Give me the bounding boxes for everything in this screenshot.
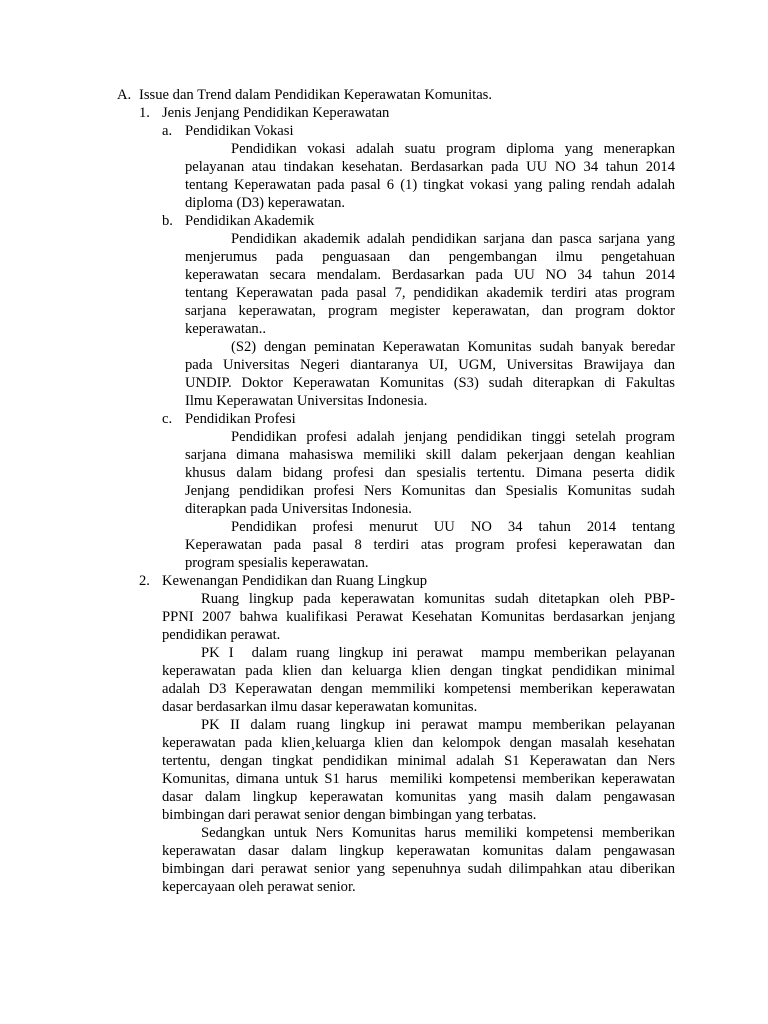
item-2-heading: Kewenangan Pendidikan dan Ruang Lingkup [162, 573, 428, 589]
paragraph-line: Pendidikan akademik adalah pendidikan sarjana dan pasca sarjana yang [231, 231, 675, 247]
sub-b-heading: Pendidikan Akademik [185, 213, 315, 229]
paragraph-line: sarjana keperawatan, program megister keperawatan, dan program doktor [185, 303, 675, 319]
section-a-marker: A. [117, 87, 132, 103]
paragraph-line: keperawatan pada klien dan keluarga klien dengan tingkat pendidikan minimal [162, 663, 675, 679]
paragraph-line: Pendidikan profesi menurut UU NO 34 tahun 2014 tentang [231, 519, 675, 535]
paragraph-line: kepercayaan oleh perawat senior. [162, 879, 356, 895]
paragraph-line: Ilmu Keperawatan Universitas Indonesia. [185, 393, 428, 409]
paragraph-line: pelayanan atau tindakan kesehatan. Berdasarkan pada UU NO 34 tahun 2014 [185, 159, 675, 175]
paragraph-line: diterapkan pada Universitas Indonesia. [185, 501, 412, 517]
item-1-heading: Jenis Jenjang Pendidikan Keperawatan [162, 105, 390, 121]
sub-c-marker: c. [162, 411, 173, 427]
paragraph-line: khusus dalam bidang profesi dan spesialis tertentu. Dimana peserta didik [185, 465, 675, 481]
paragraph-line: PPNI 2007 bahwa kualifikasi Perawat Kesehatan Komunitas berdasarkan jenjang [162, 609, 675, 625]
paragraph-line: keperawatan.. [185, 321, 267, 337]
paragraph-line: Keperawatan pada pasal 8 terdiri atas program profesi keperawatan dan [185, 537, 675, 553]
paragraph-line: program spesialis keperawatan. [185, 555, 369, 571]
paragraph-line: Pendidikan vokasi adalah suatu program diploma yang menerapkan [231, 141, 675, 157]
paragraph-line: PK I dalam ruang lingkup ini perawat mampu memberikan pelayanan [201, 645, 675, 661]
paragraph-line: (S2) dengan peminatan Keperawatan Komunitas sudah banyak beredar [231, 339, 675, 355]
item-2-marker: 2. [139, 573, 150, 589]
paragraph-line: UNDIP. Doktor Keperawatan Komunitas (S3) sudah diterapkan di Fakultas [185, 375, 675, 391]
paragraph-line: tentang Keperawatan pada pasal 6 (1) tingkat vokasi yang paling rendah adalah [185, 177, 675, 193]
sub-a-heading: Pendidikan Vokasi [185, 123, 294, 139]
sub-a-marker: a. [162, 123, 173, 139]
item-1-marker: 1. [139, 105, 150, 121]
paragraph-line: menjerumus pada penguasaan dan pengembangan ilmu pengetahuan [185, 249, 675, 265]
paragraph-line: Komunitas, dimana untuk S1 harus memiliki kompetensi memberikan keperawatan [162, 771, 675, 787]
paragraph-line: dasar berdasarkan ilmu dasar keperawatan komunitas. [162, 699, 478, 715]
paragraph-line: keperawatan secara mendalam. Berdasarkan pada UU NO 34 tahun 2014 [185, 267, 675, 283]
paragraph-line: tentang Keperawatan pada pasal 7, pendidikan akademik terdiri atas program [185, 285, 675, 301]
paragraph-line: adalah D3 Keperawatan dengan memmiliki kompetensi memberikan keperawatan [162, 681, 675, 697]
paragraph-line: PK II dalam ruang lingkup ini perawat mampu memberikan pelayanan [201, 717, 675, 733]
paragraph-line: bimbingan dari perawat senior yang sepenuhnya sudah dilimpahkan atau diberikan [162, 861, 675, 877]
paragraph-line: bimbingan dari perawat senior dengan bimbingan yang terbatas. [162, 807, 537, 823]
sub-b-marker: b. [162, 213, 173, 229]
paragraph-line: keperawatan dasar dalam lingkup keperawatan komunitas dalam pengawasan [162, 843, 675, 859]
paragraph-line: tertentu, dengan tingkat pendidikan minimal adalah S1 Keperawatan dan Ners [162, 753, 675, 769]
paragraph-line: Sedangkan untuk Ners Komunitas harus memiliki kompetensi memberikan [201, 825, 675, 841]
paragraph-line: dasar dalam lingkup keperawatan komunitas yang masih dalam pengawasan [162, 789, 675, 805]
paragraph-line: sarjana dimana mahasiswa memiliki skill dalam pekerjaan dengan keahlian [185, 447, 675, 463]
paragraph-line: keperawatan pada klien¸keluarga klien dan kelompok dengan masalah kesehatan [162, 735, 675, 751]
sub-c-heading: Pendidikan Profesi [185, 411, 296, 427]
paragraph-line: pada Universitas Negeri diantaranya UI, UGM, Universitas Brawijaya dan [185, 357, 675, 373]
paragraph-line: pendidikan perawat. [162, 627, 281, 643]
paragraph-line: Ruang lingkup pada keperawatan komunitas sudah ditetapkan oleh PBP- [201, 591, 675, 607]
paragraph-line: Jenjang pendidikan profesi Ners Komunitas dan Spesialis Komunitas sudah [185, 483, 675, 499]
section-a-heading: Issue dan Trend dalam Pendidikan Keperawatan Komunitas. [139, 87, 493, 103]
paragraph-line: diploma (D3) keperawatan. [185, 195, 346, 211]
paragraph-line: Pendidikan profesi adalah jenjang pendidikan tinggi setelah program [231, 429, 675, 445]
